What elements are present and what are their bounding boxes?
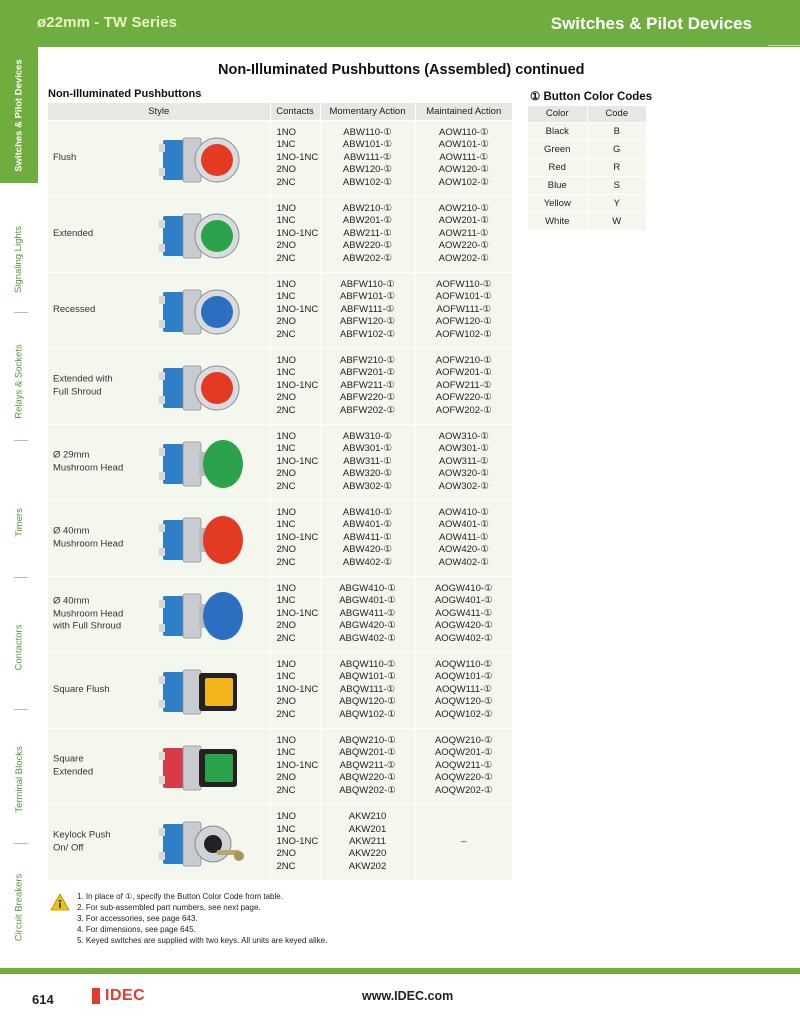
maintained-list: AOW210-① AOW201-① AOW211-① AOW220-① AOW202-① — [438, 202, 489, 264]
color-name: Blue — [528, 176, 587, 194]
button-cap — [203, 516, 243, 564]
contacts-list: 1NO 1NC 1NO-1NC 2NO 2NC — [276, 658, 319, 720]
sidebar-tab-terminal-blocks[interactable]: Terminal Blocks — [13, 745, 25, 813]
maintained-list: AOW310-① AOW301-① AOW311-① AOW320-① AOW302-① — [438, 430, 489, 492]
terminal-screw — [159, 296, 165, 304]
contacts-cell — [270, 120, 320, 196]
pushbutton-photo — [155, 508, 247, 570]
contact-block — [163, 748, 185, 788]
sidebar-tab-relays[interactable]: Relays & Sockets — [13, 344, 25, 419]
color-code-row — [528, 176, 646, 194]
maintained-cell — [415, 804, 512, 880]
maintained-list: AOQW110-① AOQW101-① AOQW111-① AOQW120-① AOQW102-① — [434, 658, 493, 720]
style-label: Square Extended — [53, 753, 94, 777]
style-cell — [48, 576, 270, 652]
color-code: S — [587, 176, 646, 194]
pushbutton-photo — [155, 356, 247, 418]
pushbutton-photo — [155, 660, 247, 722]
header-contacts: Contacts — [270, 103, 320, 120]
series-title: ø22mm - TW Series — [37, 14, 178, 31]
style-cell — [48, 652, 270, 728]
button-cap — [201, 220, 233, 252]
contacts-list: 1NO 1NC 1NO-1NC 2NO 2NC — [276, 278, 319, 340]
website-link[interactable]: www.IDEC.com — [362, 989, 454, 1003]
note-item: 5. Keyed switches are supplied with two keys. All units are keyed alike. — [77, 936, 328, 945]
maintained-list: AOFW210-① AOFW201-① AOFW211-① AOFW220-① AOFW202-① — [435, 354, 492, 416]
style-label: Square Flush — [53, 683, 110, 695]
operator-body — [183, 442, 201, 486]
color-codes-table — [528, 106, 646, 230]
maintained-cell — [415, 348, 512, 424]
footer-bar — [0, 968, 800, 974]
style-label: Keylock Push On/ Off — [53, 829, 111, 854]
momentary-cell — [320, 120, 415, 196]
style-label: Extended — [53, 227, 94, 239]
note-item: 3. For accessories, see page 643. — [77, 914, 198, 923]
button-cap — [201, 144, 233, 176]
contact-block — [163, 824, 185, 864]
header-maintained: Maintained Action — [415, 103, 512, 120]
momentary-list: ABQW110-① ABQW101-① ABQW111-① ABQW120-① ABQW102-① — [339, 658, 396, 720]
table-row — [48, 272, 512, 348]
contacts-cell — [270, 804, 320, 880]
table-row — [48, 500, 512, 576]
sidebar-divider — [14, 709, 28, 710]
button-cap — [201, 296, 233, 328]
contacts-list: 1NO 1NC 1NO-1NC 2NO 2NC — [276, 354, 319, 416]
color-code: R — [587, 158, 646, 176]
sidebar-divider — [14, 440, 28, 441]
section-title: Switches & Pilot Devices — [550, 14, 752, 33]
color-code-row — [528, 158, 646, 176]
terminal-screw — [159, 828, 165, 836]
table-row — [48, 804, 512, 880]
contacts-cell — [270, 196, 320, 272]
table-row — [48, 652, 512, 728]
table-header-row — [528, 106, 646, 122]
contacts-cell — [270, 272, 320, 348]
pushbutton-photo — [155, 432, 247, 494]
style-cell — [48, 196, 270, 272]
momentary-cell — [320, 804, 415, 880]
style-label: Flush — [53, 151, 77, 163]
color-code: B — [587, 122, 646, 140]
pushbutton-photo — [155, 736, 247, 798]
momentary-cell — [320, 196, 415, 272]
maintained-list: AOFW110-① AOFW101-① AOFW111-① AOFW120-① AOFW102-① — [435, 278, 492, 340]
color-code: Y — [587, 194, 646, 212]
maintained-list: – — [461, 836, 467, 848]
color-code-row — [528, 140, 646, 158]
terminal-screw — [159, 752, 165, 760]
operator-body — [183, 746, 201, 790]
momentary-list: ABQW210-① ABQW201-① ABQW211-① ABQW220-① ABQW202-① — [339, 734, 396, 796]
contacts-list: 1NO 1NC 1NO-1NC 2NO 2NC — [276, 811, 319, 872]
sidebar-divider — [14, 577, 28, 578]
terminal-screw — [159, 676, 165, 684]
sidebar-divider — [14, 312, 28, 313]
contacts-cell — [270, 728, 320, 804]
color-code-row — [528, 122, 646, 140]
page-number: 614 — [32, 992, 54, 1007]
momentary-cell — [320, 500, 415, 576]
contacts-list: 1NO 1NC 1NO-1NC 2NO 2NC — [276, 582, 319, 644]
table-header-row — [48, 103, 512, 120]
color-name: Red — [528, 158, 587, 176]
terminal-screw — [159, 144, 165, 152]
table-row — [48, 196, 512, 272]
sidebar-tab-signaling-lights[interactable]: Signaling Lights — [13, 225, 25, 293]
style-cell — [48, 500, 270, 576]
terminal-screw — [159, 320, 165, 328]
sidebar-tabs — [0, 47, 38, 962]
terminal-screw — [159, 624, 165, 632]
style-label: Extended with Full Shroud — [53, 373, 113, 397]
momentary-cell — [320, 652, 415, 728]
button-cap — [203, 440, 243, 488]
note-item: 2. For sub-assembled part numbers, see next page. — [77, 903, 261, 912]
contact-block — [163, 140, 185, 180]
note-item: 4. For dimensions, see page 645. — [77, 925, 196, 934]
contact-block — [163, 292, 185, 332]
maintained-list: AOQW210-① AOQW201-① AOQW211-① AOQW220-① AOQW202-① — [434, 734, 493, 796]
notes-list — [77, 891, 327, 946]
momentary-list: ABFW210-① ABFW201-① ABFW211-① ABFW220-① ABFW202-① — [340, 354, 395, 416]
page-title: Non-Illuminated Pushbuttons (Assembled) continued — [218, 62, 585, 78]
momentary-list: ABW310-① ABW301-① ABW311-① ABW320-① ABW302-① — [342, 430, 393, 492]
key — [234, 851, 244, 861]
contact-block — [163, 444, 185, 484]
momentary-list: ABFW110-① ABFW101-① ABFW111-① ABFW120-① ABFW102-① — [340, 278, 395, 340]
terminal-screw — [159, 548, 165, 556]
table-title: Non-Illuminated Pushbuttons — [48, 88, 202, 100]
sidebar-tab-switches[interactable]: Switches & Pilot Devices — [0, 47, 38, 183]
operator-body — [183, 594, 201, 638]
table-row — [48, 348, 512, 424]
operator-body — [183, 518, 201, 562]
maintained-cell — [415, 120, 512, 196]
contacts-list: 1NO 1NC 1NO-1NC 2NO 2NC — [276, 126, 319, 188]
momentary-cell — [320, 272, 415, 348]
contacts-cell — [270, 576, 320, 652]
color-code-row — [528, 212, 646, 230]
momentary-cell — [320, 424, 415, 500]
button-cap — [205, 678, 233, 706]
contact-block — [163, 520, 185, 560]
maintained-cell — [415, 500, 512, 576]
contacts-cell — [270, 424, 320, 500]
sidebar-divider — [14, 843, 28, 844]
idec-logo — [92, 987, 145, 1005]
style-label: Ø 40mm Mushroom Head — [53, 525, 124, 549]
terminal-screw — [159, 472, 165, 480]
button-cap — [203, 592, 243, 640]
maintained-cell — [415, 424, 512, 500]
terminal-screw — [159, 168, 165, 176]
contact-block — [163, 216, 185, 256]
color-name: Yellow — [528, 194, 587, 212]
terminal-screw — [159, 220, 165, 228]
table-row — [48, 424, 512, 500]
table-row — [48, 728, 512, 804]
terminal-screw — [159, 396, 165, 404]
terminal-screw — [159, 852, 165, 860]
contact-block — [163, 368, 185, 408]
maintained-list: AOGW410-① AOGW401-① AOGW411-① AOGW420-① AOGW402-① — [434, 582, 493, 644]
contacts-cell — [270, 652, 320, 728]
momentary-list: ABW210-① ABW201-① ABW211-① ABW220-① ABW202-① — [342, 202, 393, 264]
style-cell — [48, 804, 270, 880]
maintained-cell — [415, 196, 512, 272]
contacts-list: 1NO 1NC 1NO-1NC 2NO 2NC — [276, 202, 319, 264]
style-cell — [48, 728, 270, 804]
contact-block — [163, 672, 185, 712]
logo-mark — [92, 988, 100, 1004]
header-rule — [768, 45, 800, 46]
momentary-list: AKW210 AKW201 AKW211 AKW220 AKW202 — [348, 811, 387, 872]
sidebar-tab-contactors[interactable]: Contactors — [13, 624, 25, 670]
button-cap — [205, 754, 233, 782]
color-name: Black — [528, 122, 587, 140]
style-cell — [48, 272, 270, 348]
style-label: Ø 29mm Mushroom Head — [53, 449, 124, 473]
contacts-list: 1NO 1NC 1NO-1NC 2NO 2NC — [276, 506, 319, 568]
terminal-screw — [159, 372, 165, 380]
header-color: Color — [528, 106, 587, 122]
style-cell — [48, 348, 270, 424]
pushbutton-photo — [155, 812, 247, 874]
contacts-list: 1NO 1NC 1NO-1NC 2NO 2NC — [276, 430, 319, 492]
sidebar-tab-circuit-breakers[interactable]: Circuit Breakers — [13, 873, 25, 941]
contact-block — [163, 596, 185, 636]
maintained-cell — [415, 652, 512, 728]
info-icon — [50, 893, 70, 911]
color-name: Green — [528, 140, 587, 158]
maintained-list: AOW410-① AOW401-① AOW411-① AOW420-① AOW402-① — [438, 506, 489, 568]
terminal-screw — [159, 524, 165, 532]
color-name: White — [528, 212, 587, 230]
maintained-list: AOW110-① AOW101-① AOW111-① AOW120-① AOW102-① — [438, 126, 489, 188]
header-style: Style — [48, 103, 270, 120]
color-code-row — [528, 194, 646, 212]
table-row — [48, 120, 512, 196]
pushbutton-photo — [155, 280, 247, 342]
style-label: Recessed — [53, 303, 96, 315]
maintained-cell — [415, 728, 512, 804]
maintained-cell — [415, 576, 512, 652]
terminal-screw — [159, 776, 165, 784]
color-code: W — [587, 212, 646, 230]
sidebar-tab-timers[interactable]: Timers — [13, 507, 25, 537]
pushbutton-photo — [155, 128, 247, 190]
pushbutton-photo — [155, 204, 247, 266]
contacts-cell — [270, 500, 320, 576]
operator-body — [183, 670, 201, 714]
color-codes-title: ① Button Color Codes — [530, 91, 653, 103]
contacts-list: 1NO 1NC 1NO-1NC 2NO 2NC — [276, 734, 319, 796]
color-code: G — [587, 140, 646, 158]
momentary-cell — [320, 728, 415, 804]
style-cell — [48, 120, 270, 196]
header-momentary: Momentary Action — [320, 103, 415, 120]
maintained-cell — [415, 272, 512, 348]
terminal-screw — [159, 244, 165, 252]
terminal-screw — [159, 700, 165, 708]
momentary-list: ABW410-① ABW401-① ABW411-① ABW420-① ABW402-① — [342, 506, 393, 568]
header-bar — [0, 0, 800, 47]
header-code: Code — [587, 106, 646, 122]
terminal-screw — [159, 600, 165, 608]
contacts-cell — [270, 348, 320, 424]
momentary-list: ABGW410-① ABGW401-① ABGW411-① ABGW420-① ABGW402-① — [339, 582, 396, 644]
momentary-cell — [320, 348, 415, 424]
momentary-cell — [320, 576, 415, 652]
terminal-screw — [159, 448, 165, 456]
button-cap — [201, 372, 233, 404]
note-item: 1. In place of ①, specify the Button Color Code from table. — [77, 892, 283, 901]
style-cell — [48, 424, 270, 500]
pushbutton-photo — [155, 584, 247, 646]
style-label: Ø 40mm Mushroom Head with Full Shroud — [53, 595, 124, 632]
logo-text: IDEC — [105, 987, 146, 1004]
momentary-list: ABW110-① ABW101-① ABW111-① ABW120-① ABW102-① — [342, 126, 393, 188]
table-row — [48, 576, 512, 652]
pushbutton-table — [48, 103, 512, 880]
